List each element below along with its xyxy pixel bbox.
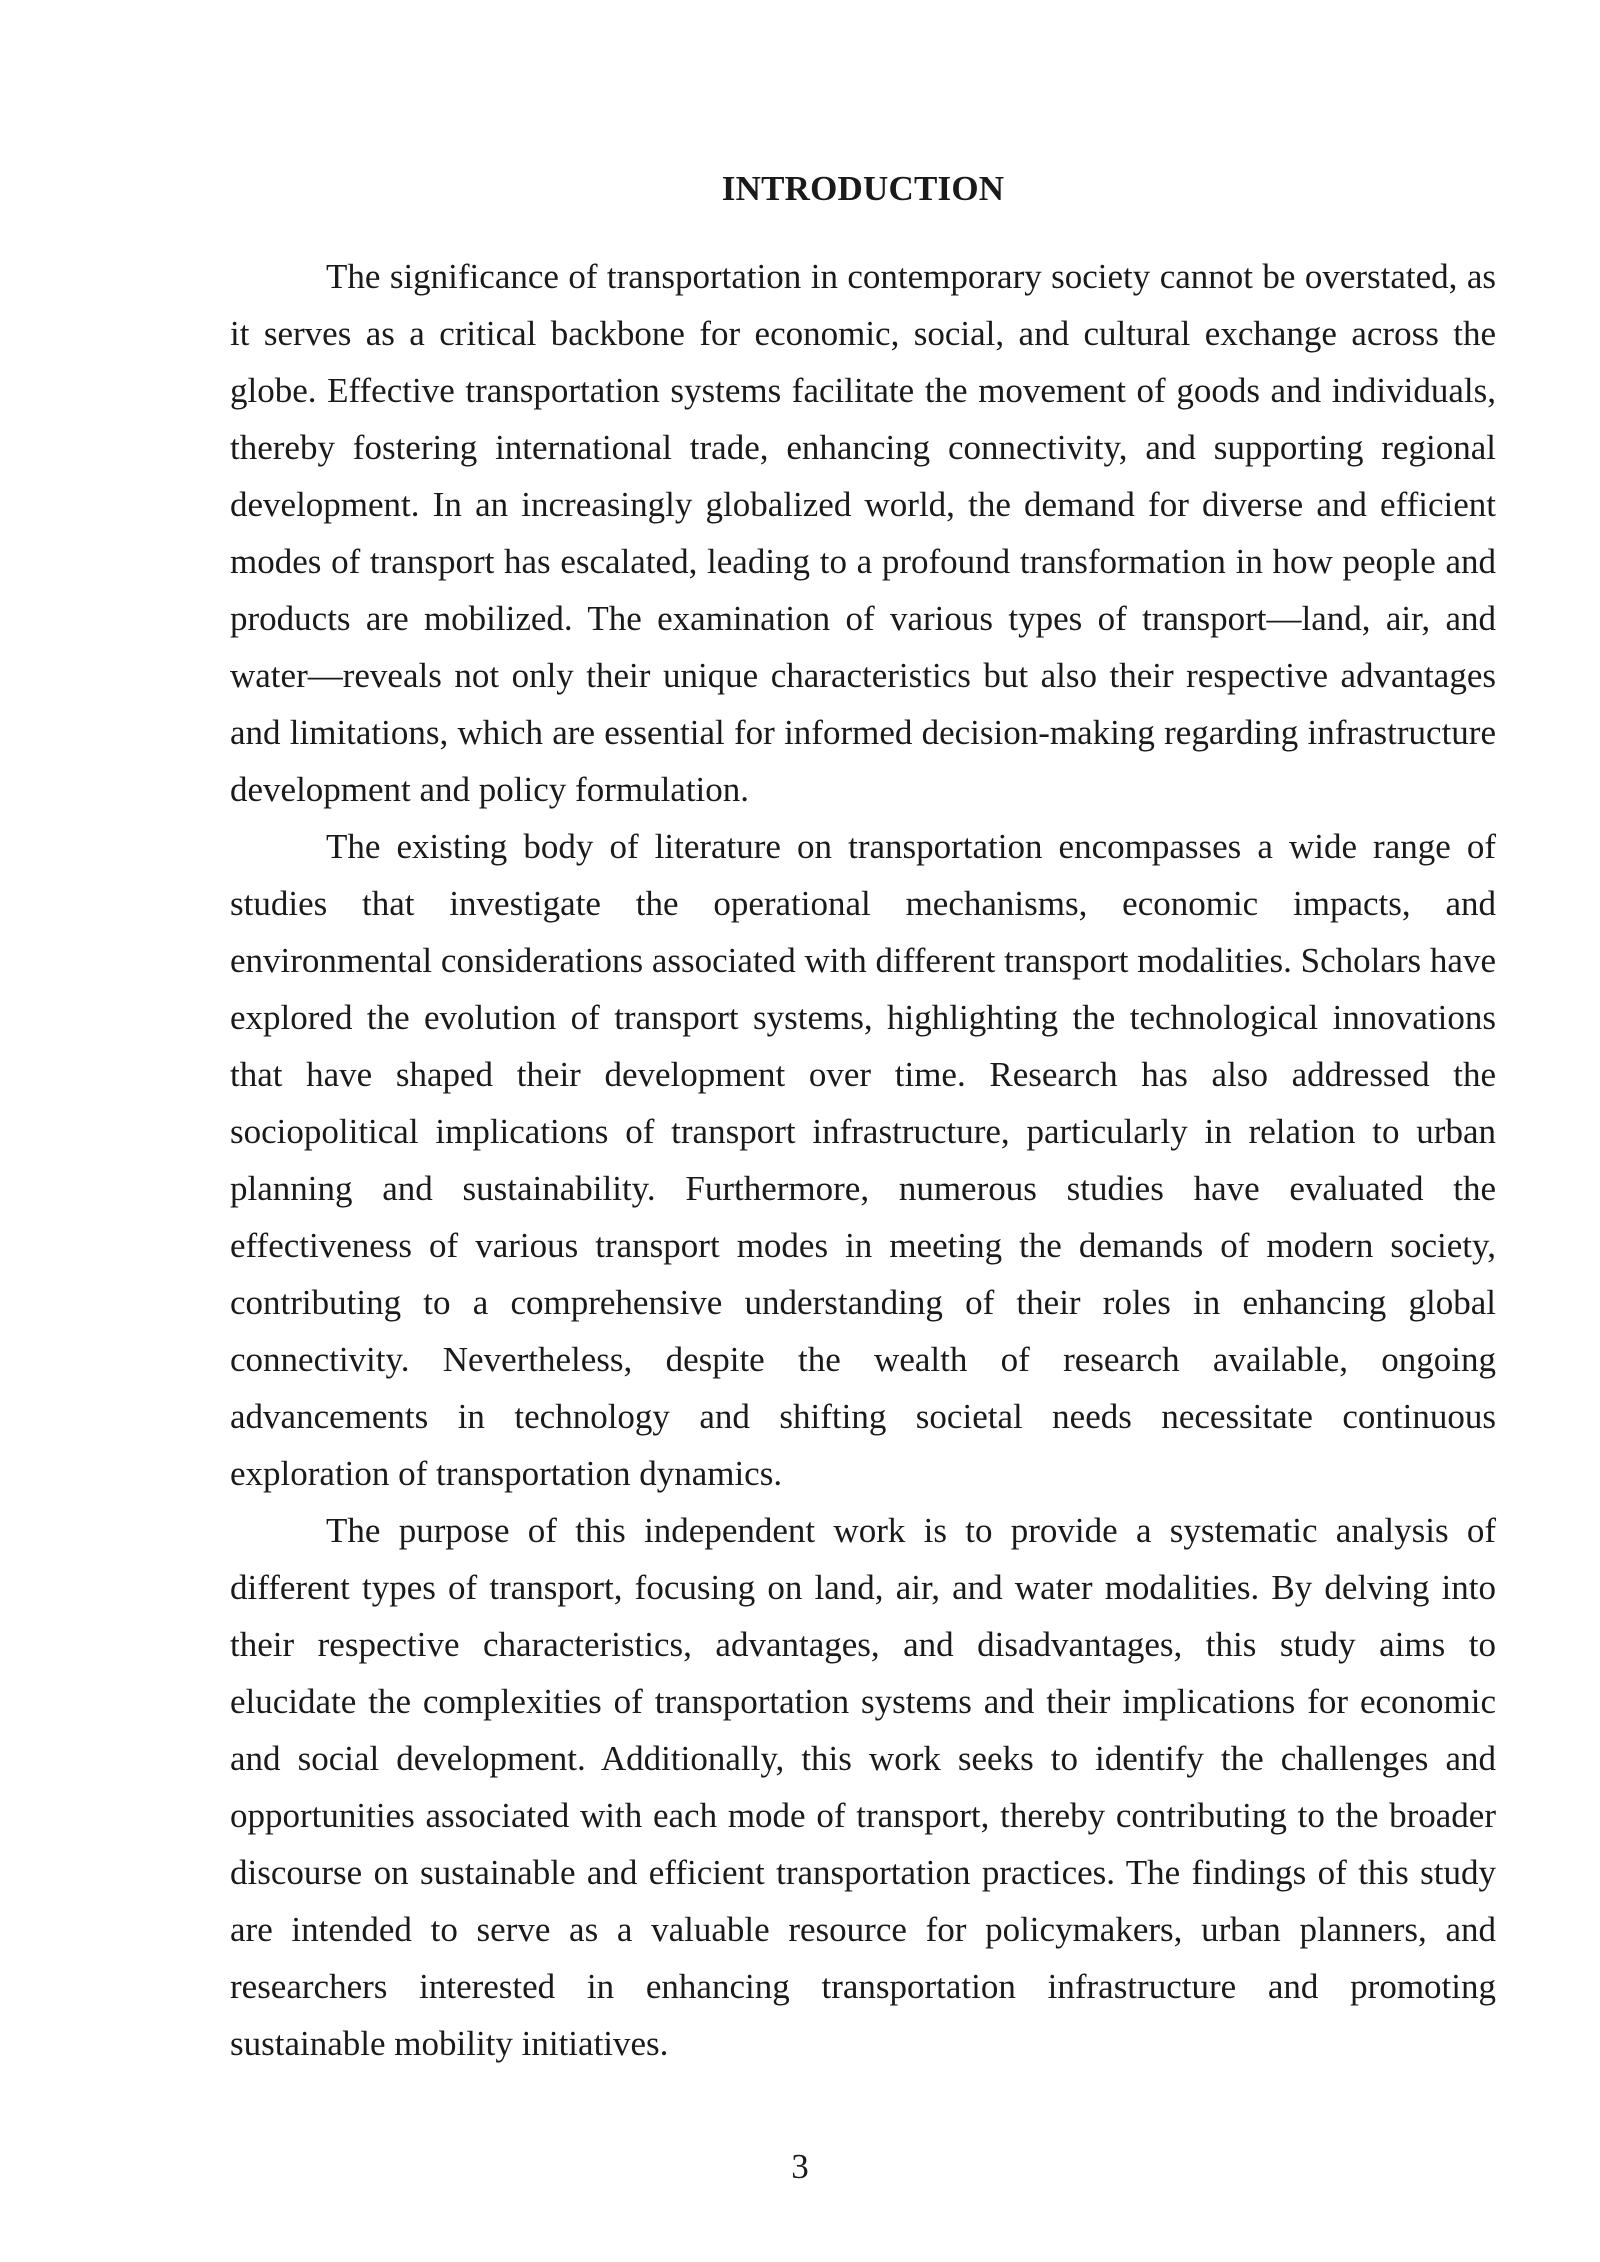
paragraph-purpose: The purpose of this independent work is to provide a systematic analysis of different types of transport, focusing on land, air, and water modalities. By delving into their respective characteristics, advantages, and disadvantages, this study aims to elucidate the complexities of transportation systems and their implications for economic and social development. Additionally, this work seeks to identify the challenges and opportunities associated with each mode of transport, thereby contributing to the broader discourse on sustainable and efficient transportation practices. The findings of this study are intended to serve as a valuable resource for policymakers, urban planners, and researchers interested in enhancing transportation infrastructure and promoting sustainable mobility initiatives. (230, 1511, 1496, 2063)
paragraph-literature: The existing body of literature on transportation encompasses a wide range of studies that investigate the operational mechanisms, economic impacts, and environmental considerations associated with different transport modalities. Scholars have explored the evolution of transport systems, highlighting the technological innovations that have shaped their development over time. Research has also addressed the sociopolitical implications of transport infrastructure, particularly in relation to urban planning and sustainability. Furthermore, numerous studies have evaluated the effectiveness of various transport modes in meeting the demands of modern society, contributing to a comprehensive understanding of their roles in enhancing global connectivity. Nevertheless, despite the wealth of research available, ongoing advancements in technology and shifting societal needs necessitate continuous exploration of transportation dynamics. (230, 827, 1496, 1493)
page-number: 3 (791, 2147, 809, 2186)
page-content (230, 160, 1496, 2072)
section-title: INTRODUCTION (721, 169, 1005, 208)
paragraph-significance: The significance of transportation in contemporary society cannot be overstated, as it serves as a critical backbone for economic, social, and cultural exchange across the globe. Effective transportation systems facilitate the movement of goods and individuals, thereby fostering international trade, enhancing connectivity, and supporting regional development. In an increasingly globalized world, the demand for diverse and efficient modes of transport has escalated, leading to a profound transformation in how people and products are mobilized. The examination of various types of transport—land, air, and water—reveals not only their unique characteristics but also their respective advantages and limitations, which are essential for informed decision-making regarding infrastructure development and policy formulation. (230, 257, 1496, 809)
